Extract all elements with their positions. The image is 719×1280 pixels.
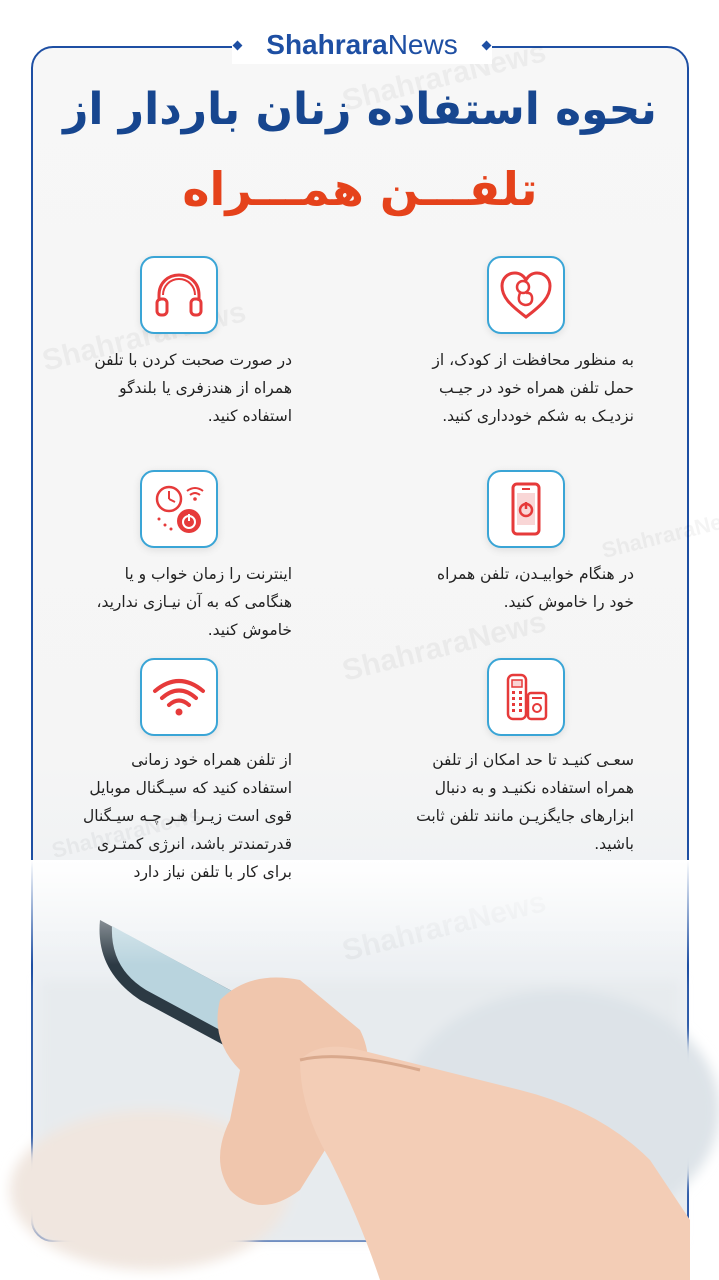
headphones-icon-box: [140, 256, 218, 334]
brand-logo: ShahraraNews: [232, 26, 492, 64]
phone-power-icon: [498, 481, 554, 537]
clock-wifi-power-icon-box: [140, 470, 218, 548]
landline-phone-icon: [498, 669, 554, 725]
tip-text: اینترنت را زمان خواب و یا هنگامی که به آن نیـازی ندارید، خاموش کنید.: [96, 565, 292, 639]
tip-text: در صورت صحبت کردن با تلفن همراه از هندزفری یا بلندگو استفاده کنید.: [94, 351, 292, 425]
hand-holding-phone-image: [0, 860, 719, 1280]
phone-power-icon-box: [487, 470, 565, 548]
fetus-heart-icon-box: [487, 256, 565, 334]
wifi-signal-icon: [151, 669, 207, 725]
clock-wifi-power-icon: [151, 481, 207, 537]
wifi-signal-icon-box: [140, 658, 218, 736]
tip-text: در هنگام خوابیـدن، تلفن همراه خود را خاموش کنید.: [437, 565, 634, 611]
landline-phone-icon-box: [487, 658, 565, 736]
page-title: نحوه استفاده زنان باردار از: [63, 84, 657, 135]
tip-text: به منظور محافظت از کودک، از حمل تلفن همراه خود در جیـب نزدیـک به شکم خودداری کنید.: [432, 351, 634, 425]
fetus-heart-icon: [498, 267, 554, 323]
headphones-icon: [151, 267, 207, 323]
tip-text: سعـی کنیـد تا حد امکان از تلفن همراه استفاده نکنیـد و به دنبال ابزارهای جایگزیـن مانند تلفن ثابت باشید.: [416, 751, 634, 853]
page-subtitle: تلفـــن همـــراه: [182, 162, 538, 216]
tip-text: از تلفن همراه خود زمانی استفاده کنید که سیـگنال موبایل قوی است زیـرا هـر چـه سیـگنال قدرتمندتر باشد، انرژی کمتـری برای کار با تلفن نیاز دارد: [82, 751, 292, 881]
